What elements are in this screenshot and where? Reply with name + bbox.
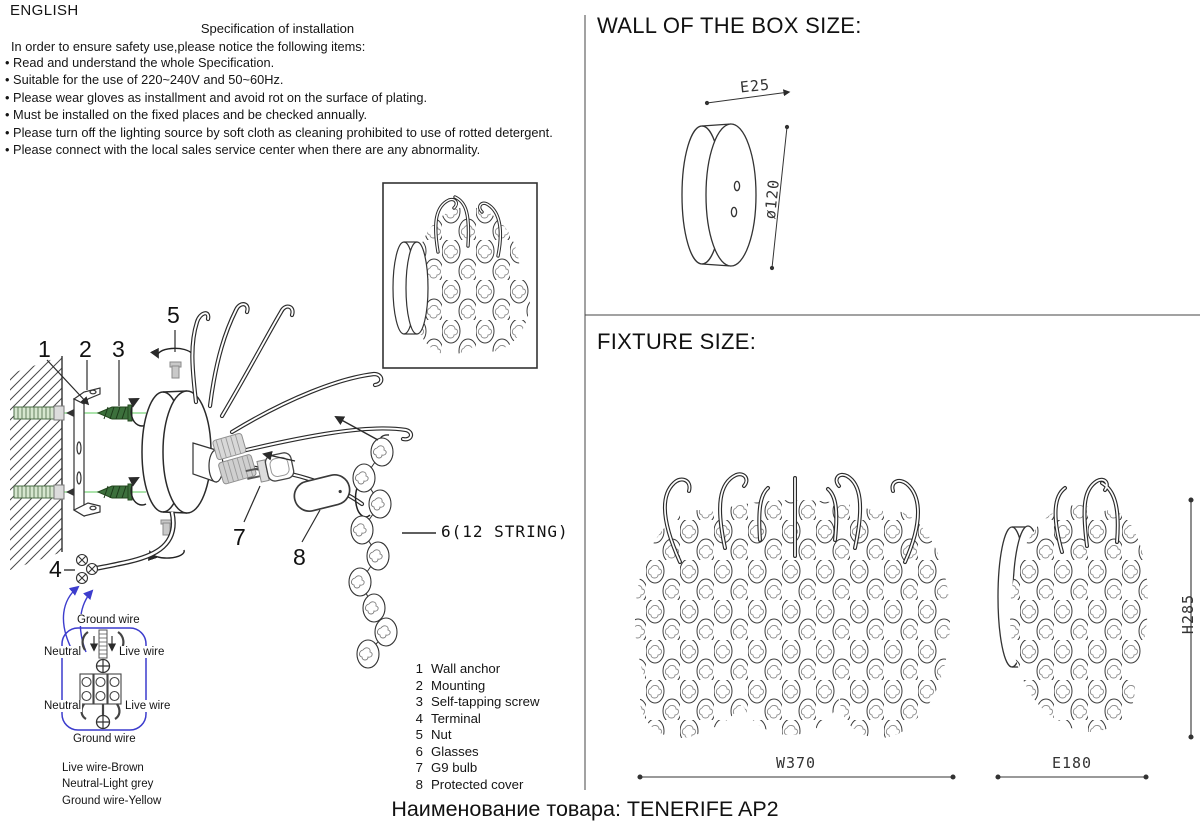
parts-list-item bbox=[410, 711, 539, 728]
callout-5-nut: 5 bbox=[167, 302, 180, 328]
part-name: Protected cover bbox=[431, 776, 524, 792]
spec-intro: In order to ensure safety use,please notice the following items: bbox=[11, 39, 366, 54]
part-name: Self-tapping screw bbox=[431, 694, 540, 709]
spec-bullet: • Read and understand the whole Specification. bbox=[5, 54, 553, 71]
wiring-terminal-box bbox=[62, 628, 146, 730]
parts-list-item bbox=[410, 760, 539, 777]
dim-fixture-depth: E180 bbox=[1051, 754, 1093, 772]
part-number: 2 bbox=[415, 677, 423, 693]
callout-2-mounting: 2 bbox=[79, 336, 92, 362]
part-name: Mounting bbox=[431, 677, 486, 693]
spec-bullet: • Please turn off the lighting source by soft cloth as cleaning prohibited to use of rotted detergent. bbox=[5, 124, 553, 141]
wall-hatch bbox=[10, 356, 62, 570]
callout-1-wall-anchor: 1 bbox=[38, 336, 51, 362]
parts-list-item bbox=[410, 777, 539, 794]
label-ground-wire-top: Ground wire bbox=[77, 614, 140, 626]
part-number: 5 bbox=[415, 727, 423, 742]
part-number: 7 bbox=[415, 760, 423, 775]
dim-fixture-height: H285 bbox=[1179, 593, 1197, 635]
mounting-bracket bbox=[74, 388, 100, 516]
parts-list-item bbox=[410, 694, 539, 711]
parts-list bbox=[410, 661, 539, 793]
product-name-footer: Наименование товара: TENERIFE AP2 bbox=[391, 797, 779, 821]
part-name: G9 bulb bbox=[431, 760, 478, 775]
spec-bullet: • Must be installed on the fixed places and be checked annually. bbox=[5, 106, 553, 123]
part-name: Terminal bbox=[431, 710, 481, 726]
spec-bullet: • Suitable for the use of 220~240V and 50~60Hz. bbox=[5, 71, 553, 88]
fixture-side-drawing bbox=[998, 480, 1148, 732]
callout-6-string-note: 6(12 STRING) bbox=[441, 522, 569, 541]
part-name: Nut bbox=[431, 727, 452, 742]
callout-4-terminal: 4 bbox=[49, 556, 62, 582]
part-name: Wall anchor bbox=[431, 661, 501, 676]
part-number: 6 bbox=[415, 743, 423, 759]
callout-7-bulb: 7 bbox=[233, 524, 246, 550]
inset-preview bbox=[383, 183, 537, 368]
parts-list-item bbox=[410, 727, 539, 744]
label-live-wire-top: Live wire bbox=[119, 646, 165, 658]
legend-neutral-wire: Neutral-Light grey bbox=[62, 778, 154, 790]
part-number: 1 bbox=[415, 661, 423, 676]
wall-box-section-title: WALL OF THE BOX SIZE: bbox=[597, 13, 862, 38]
label-neutral-top: Neutral bbox=[44, 646, 82, 658]
legend-live-wire: Live wire-Brown bbox=[62, 762, 144, 774]
fixture-front-drawing bbox=[635, 474, 950, 738]
terminal-connectors bbox=[64, 555, 98, 584]
legend-ground-wire: Ground wire-Yellow bbox=[62, 795, 162, 807]
part-number: 8 bbox=[415, 776, 423, 792]
spec-bullet-list bbox=[5, 54, 553, 158]
dim-box-diameter: ø120 bbox=[760, 178, 784, 220]
part-number: 3 bbox=[415, 694, 423, 709]
label-ground-wire-bottom: Ground wire bbox=[73, 733, 136, 745]
part-number: 4 bbox=[415, 710, 423, 726]
spec-bullet: • Please connect with the local sales service center when there are any abnormality. bbox=[5, 141, 553, 158]
dim-fixture-width: W370 bbox=[775, 754, 817, 772]
part-name: Glasses bbox=[431, 743, 479, 759]
label-neutral-bottom: Neutral bbox=[44, 700, 82, 712]
parts-list-item bbox=[410, 661, 539, 678]
fixture-section-title: FIXTURE SIZE: bbox=[597, 329, 757, 354]
crystal-string bbox=[336, 417, 436, 668]
spec-title: Specification of installation bbox=[200, 21, 355, 36]
dim-box-depth: E25 bbox=[739, 75, 771, 97]
parts-list-item bbox=[410, 678, 539, 695]
language-label: ENGLISH bbox=[10, 2, 79, 19]
wall-box-drawing bbox=[682, 124, 756, 266]
parts-list-item bbox=[410, 744, 539, 761]
label-live-wire-bottom: Live wire bbox=[125, 700, 171, 712]
spec-bullet: • Please wear gloves as installment and avoid rot on the surface of plating. bbox=[5, 89, 553, 106]
tapping-screws bbox=[98, 399, 146, 505]
callout-3-screw: 3 bbox=[112, 336, 125, 362]
callout-8-cover: 8 bbox=[293, 544, 306, 570]
